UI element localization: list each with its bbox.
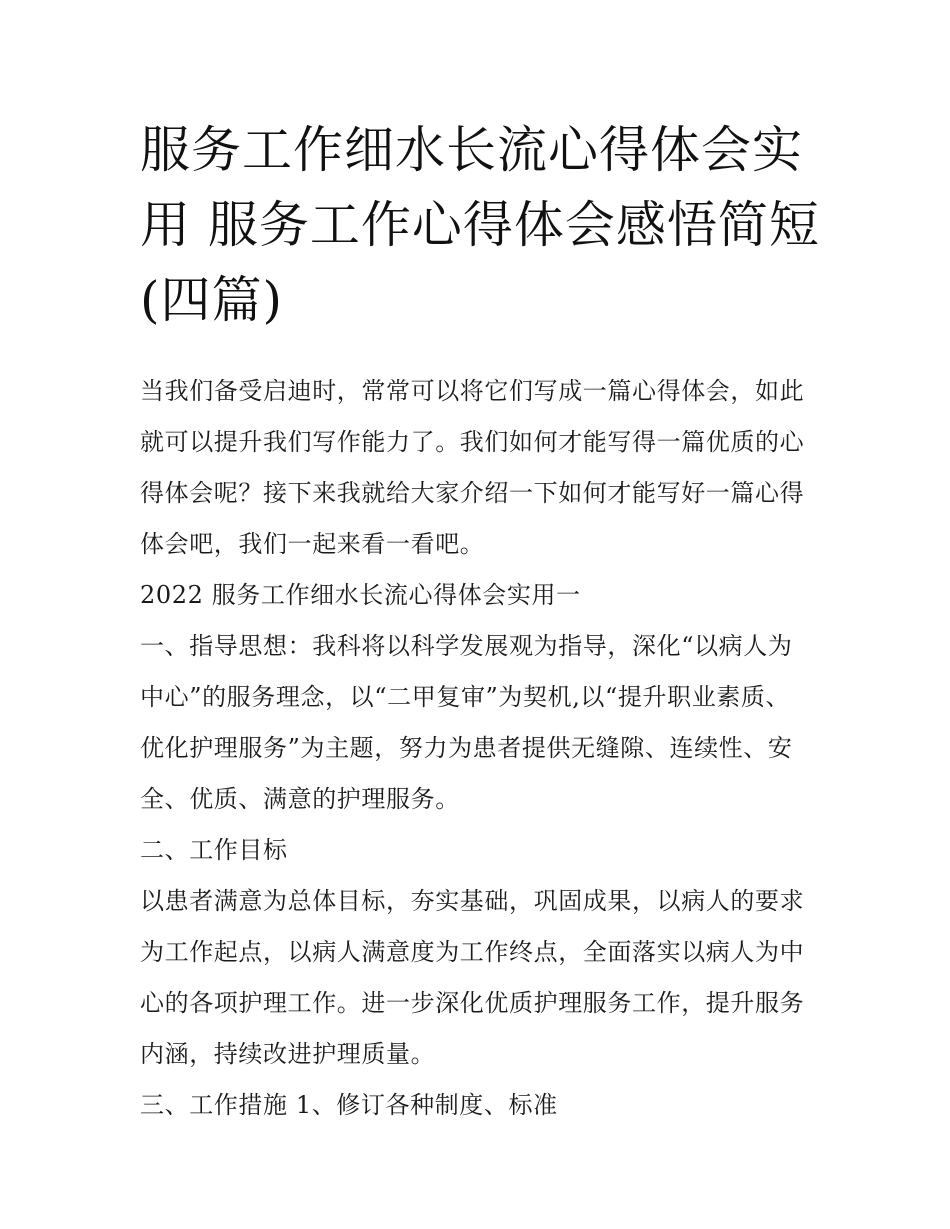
- guiding-thought-line: 优化护理服务”为主题，努力为患者提供无缝隙、连续性、安: [140, 734, 793, 762]
- intro-line: 得体会呢？接下来我就给大家介绍一下如何才能写好一篇心得: [140, 479, 805, 507]
- guiding-thought-line: 全、优质、满意的护理服务。: [140, 785, 460, 813]
- work-goals-line: 心的各项护理工作。进一步深化优质护理服务工作，提升服务: [140, 989, 805, 1017]
- document-body: [140, 366, 812, 1131]
- intro-line: 体会吧，我们一起来看一看吧。: [140, 530, 485, 558]
- section-heading: 2022 服务工作细水长流心得体会实用一: [140, 581, 581, 609]
- work-measures-heading: 三、工作措施 1、修订各种制度、标准: [140, 1091, 558, 1119]
- work-goals-line: 为工作起点，以病人满意度为工作终点，全面落实以病人为中: [140, 938, 805, 966]
- guiding-thought-line: 中心”的服务理念，以“二甲复审”为契机,以“提升职业素质、: [140, 683, 791, 711]
- document-page: [140, 113, 820, 1131]
- work-goals-line: 内涵，持续改进护理质量。: [140, 1040, 436, 1068]
- work-goals-heading: 二、工作目标: [140, 836, 288, 864]
- intro-line: 就可以提升我们写作能力了。我们如何才能写得一篇优质的心: [140, 428, 805, 456]
- work-goals-line: 以患者满意为总体目标，夯实基础，巩固成果，以病人的要求: [140, 887, 805, 915]
- intro-line: 当我们备受启迪时，常常可以将它们写成一篇心得体会，如此: [140, 377, 805, 405]
- document-title: [140, 113, 820, 338]
- title-line: (四篇): [140, 271, 284, 329]
- title-line: 用 服务工作心得体会感悟简短: [140, 196, 820, 254]
- title-line: 服务工作细水长流心得体会实: [140, 121, 803, 179]
- guiding-thought-line: 一、指导思想：我科将以科学发展观为指导，深化“以病人为: [140, 632, 793, 660]
